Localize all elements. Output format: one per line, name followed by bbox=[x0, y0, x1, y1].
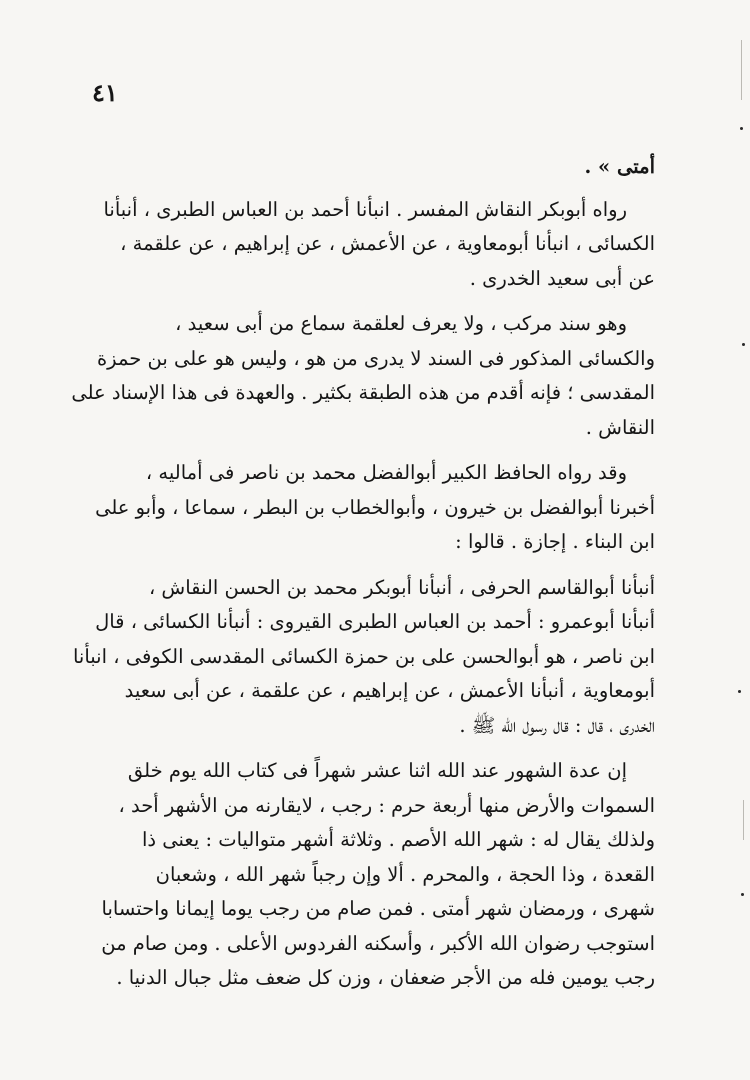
text-line: استوجب رضوان الله الأكبر ، وأسكنه الفردوس الأعلى . ومن صام من bbox=[101, 931, 655, 955]
paragraph bbox=[92, 150, 655, 185]
text-line: رجب يومين فله من الأجر ضعفان ، وزن كل ضعف مثل جبال الدنيا . bbox=[116, 966, 655, 989]
page-number: ٤١ bbox=[92, 78, 118, 107]
text-line: ولذلك يقال له : شهر الله الأصم . وثلاثة أشهر متواليات : يعنى ذا bbox=[142, 828, 655, 851]
text-line: أخبرنا أبوالفضل بن خيرون ، وأبوالخطاب بن البطر ، سماعا ، وأبو على bbox=[95, 495, 655, 519]
paragraph bbox=[72, 571, 655, 744]
scan-speck bbox=[740, 127, 743, 130]
text-line: المقدسى ؛ فإنه أقدم من هذه الطبقة بكثير . والعهدة فى هذا الإسناد على bbox=[71, 381, 655, 404]
paragraph bbox=[92, 754, 655, 996]
text-line: شهرى ، ورمضان شهر أمتى . فمن صام من رجب يوما إيمانا واحتسابا bbox=[101, 897, 655, 920]
text-line: أنبأنا أبوالقاسم الحرفى ، أنبأنا أبوبكر محمد بن الحسن النقاش ، bbox=[148, 575, 655, 599]
text-line: عن أبى سعيد الخدرى . bbox=[469, 266, 655, 290]
text-line: ابن البناء . إجازة . قالوا : bbox=[455, 530, 655, 553]
scan-speck bbox=[741, 893, 744, 896]
paragraph bbox=[92, 193, 655, 297]
scan-edge-mark bbox=[741, 40, 742, 100]
text-line: أنبأنا أبوعمرو : أحمد بن العباس الطبرى القيروى : أنبأنا الكسائى ، قال bbox=[95, 610, 655, 633]
scan-speck bbox=[738, 690, 741, 693]
scan-speck bbox=[742, 343, 745, 346]
text-line: الخدرى ، قال : قال رسول الله ﷺ . bbox=[459, 713, 655, 737]
text-line: وقد رواه الحافظ الكبير أبوالفضل محمد بن ناصر فى أماليه ، bbox=[145, 461, 627, 484]
text-line: أمتى » . bbox=[584, 155, 655, 178]
paragraph bbox=[71, 307, 655, 445]
paragraph bbox=[92, 456, 655, 560]
text-line: أبومعاوية ، أنبأنا الأعمش ، عن إبراهيم ، عن علقمة ، عن أبى سعيد bbox=[124, 679, 655, 702]
text-line: وهو سند مركب ، ولا يعرف لعلقمة سماع من أبى سعيد ، bbox=[175, 312, 627, 335]
text-line: السموات والأرض منها أربعة حرم : رجب ، لايقارنه من الأشهر أحد ، bbox=[118, 793, 655, 817]
text-line: إن عدة الشهور عند الله اثنا عشر شهراً فى كتاب الله يوم خلق bbox=[127, 759, 627, 782]
text-line: الكسائى ، انبأنا أبومعاوية ، عن الأعمش ، عن إبراهيم ، عن علقمة ، bbox=[120, 232, 655, 255]
text-line: ابن ناصر ، هو أبوالحسن على بن حمزة الكسائى المقدسى الكوفى ، انبأنا bbox=[72, 644, 655, 668]
scan-edge-mark bbox=[743, 800, 744, 840]
text-line: والكسائى المذكور فى السند لا يدرى من هو ، وليس هو على بن حمزة bbox=[96, 346, 655, 370]
body-text bbox=[71, 150, 655, 1007]
text-line: القعدة ، وذا الحجة ، والمحرم . ألا وإن رجباً شهر الله ، وشعبان bbox=[155, 862, 655, 886]
text-line: رواه أبوبكر النقاش المفسر . انبأنا أحمد بن العباس الطبرى ، أنبأنا bbox=[103, 197, 627, 221]
text-line: النقاش . bbox=[585, 415, 655, 439]
